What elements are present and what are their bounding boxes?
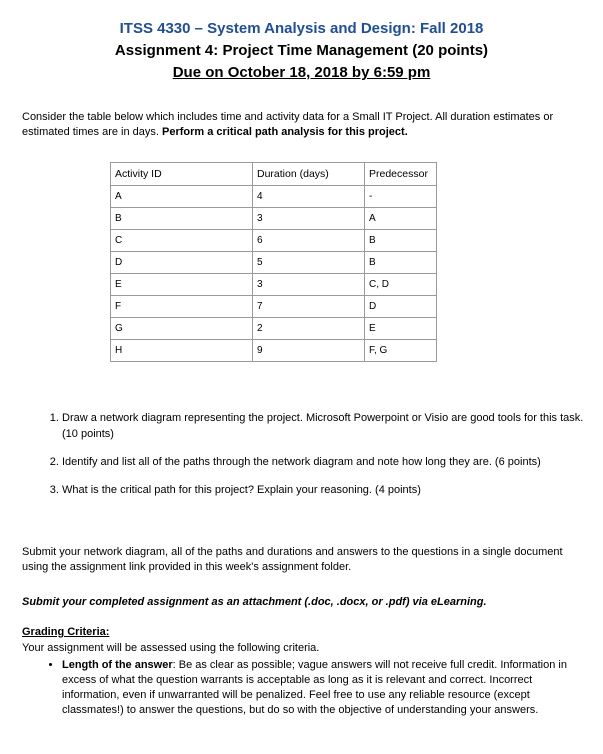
duration-cell: 3 (253, 208, 365, 230)
submission-instructions: Submit your network diagram, all of the paths and durations and answers to the questions in a single document using the assignment link provided in this week's assignment folder. (22, 546, 563, 573)
course-title: ITSS 4330 – System Analysis and Design: Fall 2018 (119, 20, 484, 37)
table-row (111, 186, 437, 208)
predecessor-cell: C, D (365, 274, 437, 296)
duration-cell: 7 (253, 296, 365, 318)
question-item: 1. Draw a network diagram representing the project. Microsoft Powerpoint or Visio are good tools for this task. (10 points) (62, 410, 587, 442)
predecessor-cell: B (365, 252, 437, 274)
table-row (111, 340, 437, 362)
criteria-item (62, 658, 587, 718)
table-row (111, 252, 437, 274)
activity-id-cell: F (111, 296, 253, 318)
question-item: 3. What is the critical path for this project? Explain your reasoning. (4 points) (62, 482, 587, 498)
activity-id-cell: H (111, 340, 253, 362)
activity-id-cell: G (111, 318, 253, 340)
predecessor-cell: F, G (365, 340, 437, 362)
table-row (111, 296, 437, 318)
due-date: Due on October 18, 2018 by 6:59 pm (172, 64, 431, 81)
table-row (111, 318, 437, 340)
header-activity-id: Activity ID (111, 163, 253, 186)
question-item: 2. Identify and list all of the paths through the network diagram and note how long they are. (6 points) (62, 454, 587, 470)
activity-id-cell: E (111, 274, 253, 296)
table-row (111, 274, 437, 296)
header-predecessor: Predecessor (365, 163, 437, 186)
criteria-text: : Be as clear as possible; vague answers will not receive full credit. Information in excess of what the question warrants is acceptable as long as it is relevant and correct. Incorrect information, even if unwarranted will be penalized. Feel free to use any reliable resource (except classmates!) to answer the questions, but do so with the objective of understanding your answers. (62, 659, 567, 716)
duration-cell: 9 (253, 340, 365, 362)
activity-id-cell: A (111, 186, 253, 208)
questions-list (40, 410, 587, 510)
grading-criteria-list (44, 658, 587, 718)
criteria-label: Length of the answer (62, 659, 173, 671)
table-row (111, 208, 437, 230)
assignment-title: Assignment 4: Project Time Management (20 points) (114, 42, 489, 59)
activity-id-cell: C (111, 230, 253, 252)
duration-cell: 5 (253, 252, 365, 274)
duration-cell: 6 (253, 230, 365, 252)
predecessor-cell: D (365, 296, 437, 318)
grading-heading: Grading Criteria: (22, 626, 110, 638)
activity-id-cell: B (111, 208, 253, 230)
intro-paragraph (22, 110, 582, 140)
activity-id-cell: D (111, 252, 253, 274)
duration-cell: 2 (253, 318, 365, 340)
table-row (111, 230, 437, 252)
duration-cell: 3 (253, 274, 365, 296)
predecessor-cell: A (365, 208, 437, 230)
predecessor-cell: B (365, 230, 437, 252)
activity-table (110, 162, 437, 362)
grading-intro: Your assignment will be assessed using the following criteria. (22, 642, 320, 654)
table-header-row (111, 163, 437, 186)
intro-text: Consider the table below which includes time and activity data for a Small IT Project. All duration estimates or estimated times are in days. (22, 111, 554, 138)
predecessor-cell: - (365, 186, 437, 208)
submission-format-note: Submit your completed assignment as an attachment (.doc, .docx, or .pdf) via eLearning. (22, 596, 487, 608)
header-duration: Duration (days) (253, 163, 365, 186)
intro-emphasis: Perform a critical path analysis for this project. (162, 126, 408, 138)
duration-cell: 4 (253, 186, 365, 208)
predecessor-cell: E (365, 318, 437, 340)
